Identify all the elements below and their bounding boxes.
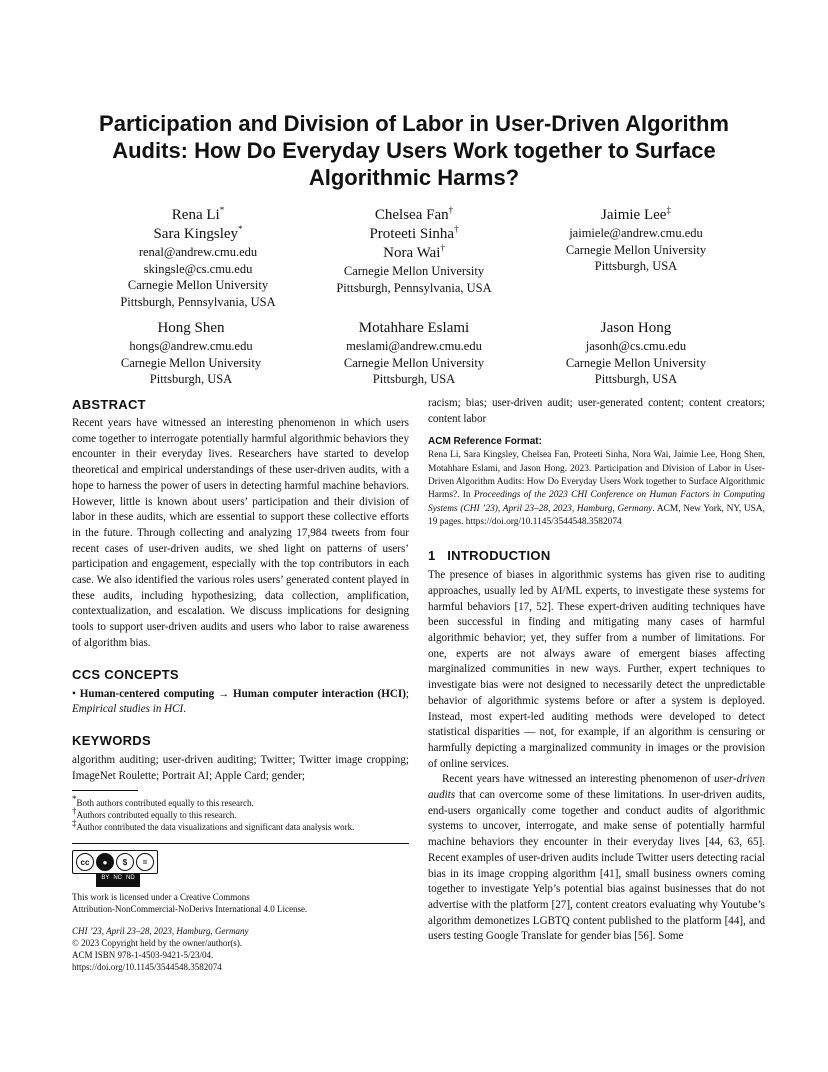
abstract-heading: ABSTRACT bbox=[72, 397, 146, 412]
license-rule bbox=[72, 843, 409, 844]
acm-reference-heading: ACM Reference Format: bbox=[428, 436, 542, 448]
doi-link[interactable]: https://doi.org/10.1145/3544548.3582074 bbox=[72, 962, 222, 973]
isbn-line: ACM ISBN 978-1-4503-9421-5/23/04. bbox=[72, 950, 214, 961]
author-location: Pittsburgh, Pennsylvania, USA bbox=[120, 294, 276, 309]
introduction-paragraph: The presence of biases in algorithmic systems has given rise to auditing approaches, usually led by AI/ML experts, to investigate these systems for harmful behaviors [17, 52]. These expert-driven auditing techniques have been successful in finding and mitigating many cases of harmful algorithmic behavior; yet, they suffer from a number of limitations. For one, experts are not always aware of emergent biases affecting marginalized communities in new ways. Further, expert techniques to investigate bias were not designed to necessarily detect the unpredictable behavior of algorithmic systems before or after a system is deployed. Instead, most expert-led auditing methods were developed to detect statistical disparities — not, for example, if an algorithm is censuring or harmfully depicting a marginalized community in images or the provision of online services. bbox=[428, 569, 765, 770]
author-name: Jason Hong bbox=[600, 320, 672, 336]
author-block-eslami bbox=[294, 319, 534, 388]
author-location: Pittsburgh, USA bbox=[594, 372, 678, 387]
author-location: Pittsburgh, USA bbox=[372, 372, 456, 387]
author-block-li-kingsley bbox=[78, 206, 318, 310]
paper-title: Participation and Division of Labor in User-Driven Algorithm Audits: How Do Everyday Users Work together to Surface Algorithmic Harms? bbox=[99, 111, 729, 190]
author-name: Proteeti Sinha† bbox=[369, 224, 459, 242]
keywords-text: algorithm auditing; user-driven auditing; Twitter; Twitter image cropping; ImageNet Roulette; Portrait AI; Apple Card; gender; bbox=[72, 753, 409, 782]
ccs-text: • Human-centered computing → Human computer interaction (HCI); Empirical studies in HCI. bbox=[72, 687, 409, 716]
author-location: Pittsburgh, Pennsylvania, USA bbox=[336, 280, 492, 295]
author-affiliation: Carnegie Mellon University bbox=[343, 355, 485, 370]
abstract-text: Recent years have witnessed an interesting phenomenon in which users come together to interrogate potentially harmful algorithmic behaviors they encounter in their everyday lives. Researchers have started to develop theoretical and empirical understandings of these user-driven audits, with a hope to harness the power of users in detecting harmful machine behaviors. However, little is known about users’ participation and their division of labor in these audits, which are essential to support these collective efforts in the future. Through collecting and analyzing 17,984 tweets from four recent cases of user-driven audits, we shed light on patterns of users’ participation and engagement, especially with the top contributors in each case. We also identified the various roles users’ generated content played in these audits, including hypothesizing, data collection, amplification, contextualization, and escalation. We discuss implications for designing tools to support user-driven audits and users who labor to raise awareness of algorithm bias. bbox=[72, 417, 409, 649]
introduction-paragraph: Recent years have witnessed an interesting phenomenon of user-driven audits that can overcome some of these limitations. In user-driven audits, end-users organically come together and conduct audits of algorithmic systems to uncover, interrogate, and make sense of potentially harmful machine behaviors they encounter in their everyday lives [44, 63, 65]. Recent examples of user-driven audits include Twitter users detecting racial bias in its image cropping algorithm [41], small business owners coming together to investigate Yelp’s potential bias against businesses that do not advertise with the platform [27], content creators evaluating why Youtube’s algorithm demonetizes LGBTQ content published to the platform [44], and users testing Google Translate for gender bias [56]. Some bbox=[428, 773, 765, 943]
acm-reference-text: Rena Li, Sara Kingsley, Chelsea Fan, Proteeti Sinha, Nora Wai, Jaimie Lee, Hong Shen, Motahhare Eslami, and Jason Hong. 2023. Participation and Division of Labor in User-Driven Algorithm Audits: How Do Everyday Users Work together to Surface Algorithmic Harms?. In Proceedings of the 2023 CHI Conference on Human Factors in Computing Systems (CHI ’23), April 23–28, 2023, Hamburg, Germany. ACM, New York, NY, USA, 19 pages. https://doi.org/10.1145/3544548.3582074 bbox=[428, 450, 765, 527]
keywords-continued: racism; bias; user-driven audit; user-generated content; content creators; content labor bbox=[428, 397, 765, 425]
left-column bbox=[72, 396, 409, 973]
license-line: This work is licensed under a Creative Commons bbox=[72, 892, 250, 903]
keywords-heading: KEYWORDS bbox=[72, 732, 151, 748]
cc-nd-icon: = bbox=[136, 853, 154, 871]
copyright-line: © 2023 Copyright held by the owner/author(s). bbox=[72, 938, 243, 949]
footnote-rule bbox=[72, 790, 138, 791]
author-location: Pittsburgh, USA bbox=[594, 259, 678, 274]
author-name: Sara Kingsley* bbox=[153, 224, 243, 242]
footnote: *Both authors contributed equally to this research. bbox=[72, 794, 254, 809]
author-name: Chelsea Fan† bbox=[374, 205, 454, 223]
author-email: jaimiele@andrew.cmu.edu bbox=[569, 226, 703, 240]
cc-labels: BY NC ND bbox=[96, 871, 140, 887]
author-affiliation: Carnegie Mellon University bbox=[127, 278, 269, 293]
license-line: Attribution-NonCommercial-NoDerivs International 4.0 License. bbox=[72, 904, 308, 915]
introduction-heading: 1 INTRODUCTION bbox=[428, 548, 551, 564]
cc-nc-icon: $ bbox=[116, 853, 134, 871]
author-name: Nora Wai† bbox=[383, 243, 445, 261]
author-name: Jaimie Lee‡ bbox=[601, 205, 671, 223]
author-name: Rena Li* bbox=[171, 205, 225, 223]
author-location: Pittsburgh, USA bbox=[149, 372, 233, 387]
ccs-heading: CCS CONCEPTS bbox=[72, 666, 179, 682]
footnote: ‡Author contributed the data visualizations and significant data analysis work. bbox=[72, 818, 355, 833]
author-email: jasonh@cs.cmu.edu bbox=[585, 339, 687, 353]
author-block-fan-sinha-wai bbox=[294, 206, 534, 296]
author-email: meslami@andrew.cmu.edu bbox=[346, 339, 482, 353]
author-name: Motahhare Eslami bbox=[358, 320, 470, 336]
author-affiliation: Carnegie Mellon University bbox=[120, 355, 262, 370]
author-block-lee bbox=[516, 206, 756, 275]
right-column bbox=[428, 396, 765, 945]
author-email: hongs@andrew.cmu.edu bbox=[129, 339, 253, 353]
author-affiliation: Carnegie Mellon University bbox=[565, 242, 707, 257]
author-block-hong bbox=[516, 319, 756, 388]
author-block-shen bbox=[71, 319, 311, 388]
cc-by-icon: ● bbox=[96, 853, 114, 871]
author-affiliation: Carnegie Mellon University bbox=[343, 264, 485, 278]
conference-venue: CHI ’23, April 23–28, 2023, Hamburg, Germany bbox=[72, 926, 249, 937]
author-name: Hong Shen bbox=[157, 320, 225, 336]
author-affiliation: Carnegie Mellon University bbox=[565, 355, 707, 370]
author-email: skingsle@cs.cmu.edu bbox=[143, 261, 253, 276]
footnote: †Authors contributed equally to this research. bbox=[72, 806, 237, 821]
author-email: renal@andrew.cmu.edu bbox=[138, 245, 258, 259]
cc-icon: cc bbox=[76, 853, 94, 871]
